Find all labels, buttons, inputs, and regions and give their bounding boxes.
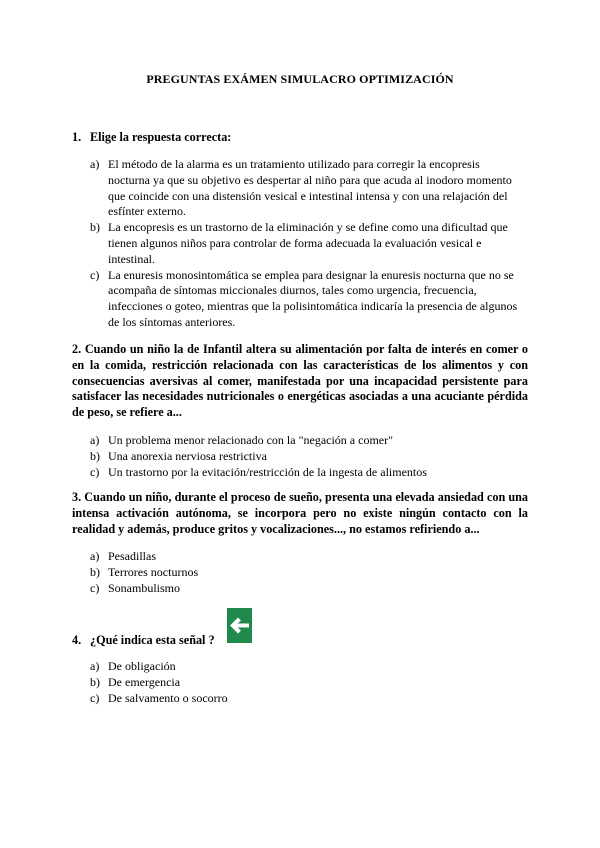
page-title: PREGUNTAS EXÁMEN SIMULACRO OPTIMIZACIÓN <box>146 72 454 86</box>
question-3 <box>72 490 528 537</box>
option-text: La encopresis es un trastorno de la eliminación y se define como una dificultad que tienen algunos niños para controlar de forma adecuada la evaluación vesical e intestinal. <box>108 220 508 266</box>
option-text: Sonambulismo <box>108 580 181 595</box>
option-a <box>90 659 522 675</box>
option-text: De obligación <box>108 659 176 673</box>
option-letter: a) <box>90 433 100 447</box>
option-letter: b) <box>90 564 100 579</box>
question-number: 1. <box>72 130 82 144</box>
option-letter: c) <box>90 580 100 595</box>
question-number: 2. <box>72 342 82 356</box>
option-c <box>90 465 522 481</box>
question-text: Cuando un niño, durante el proceso de sueño, presenta una elevada ansiedad con una intensa activación autónoma, se incorpora pero no existe ningún contacto con la realidad y además, produce gritos y vocalizaciones..., no estamos refiriendo a... <box>72 490 528 536</box>
option-b <box>90 449 522 465</box>
option-a <box>90 157 522 220</box>
option-text: Pesadillas <box>108 549 156 563</box>
question-3-options <box>90 549 522 596</box>
option-letter: a) <box>90 157 100 171</box>
question-4 <box>72 633 532 649</box>
option-text: De emergencia <box>108 674 181 689</box>
question-number: 3. <box>72 490 82 504</box>
option-b <box>90 565 522 581</box>
option-text: De salvamento o socorro <box>108 690 228 705</box>
option-a <box>90 433 522 449</box>
option-letter: a) <box>90 549 100 563</box>
option-letter: b) <box>90 220 100 235</box>
left-arrow-sign-icon <box>227 608 252 643</box>
option-c <box>90 268 522 331</box>
question-2-options <box>90 433 522 480</box>
option-letter: c) <box>90 464 100 479</box>
question-2 <box>72 342 528 421</box>
option-letter: a) <box>90 659 100 673</box>
question-text: Elige la respuesta correcta: <box>90 130 232 144</box>
option-text: Terrores nocturnos <box>108 564 199 579</box>
option-text: Un problema menor relacionado con la "negación a comer" <box>108 433 394 447</box>
option-a <box>90 549 522 565</box>
option-c <box>90 581 522 597</box>
option-letter: b) <box>90 674 100 689</box>
option-letter: c) <box>90 267 100 282</box>
option-text: El método de la alarma es un tratamiento utilizado para corregir la encopresis nocturna ya que su objetivo es despertar al niño para que acuda al inodoro momento que coincide con una distensión vesical e intestinal intensa y con una relajación del esfínter externo. <box>108 157 512 219</box>
option-letter: b) <box>90 448 100 463</box>
option-letter: c) <box>90 690 100 705</box>
question-1 <box>72 130 532 146</box>
option-b <box>90 220 522 267</box>
question-1-options <box>90 157 522 331</box>
arrow-left-icon <box>227 608 252 643</box>
option-text: La enuresis monosintomática se emplea para designar la enuresis nocturna que no se acompaña de síntomas miccionales diurnos, tales como urgencia, frecuencia, infecciones o goteo, mientras que la polisintomática indicaría la presencia de algunos de los síntomas anteriores. <box>108 267 518 329</box>
question-text: Cuando un niño la de Infantil altera su alimentación por falta de interés en comer o en la comida, restricción relacionada con las características de los alimentos y con consecuencias aversivas al comer, manifestada por una incapacidad persistente para satisfacer las necesidades nutricionales o energéticas asociadas a una acuciante pérdida de peso, se refiere a... <box>72 342 529 420</box>
option-c <box>90 691 522 707</box>
question-text: ¿Qué indica esta señal ? <box>90 633 215 647</box>
question-number: 4. <box>72 633 82 647</box>
option-text: Un trastorno por la evitación/restricción de la ingesta de alimentos <box>108 464 427 479</box>
option-text: Una anorexia nerviosa restrictiva <box>108 448 267 463</box>
question-4-options <box>90 659 522 706</box>
option-b <box>90 675 522 691</box>
